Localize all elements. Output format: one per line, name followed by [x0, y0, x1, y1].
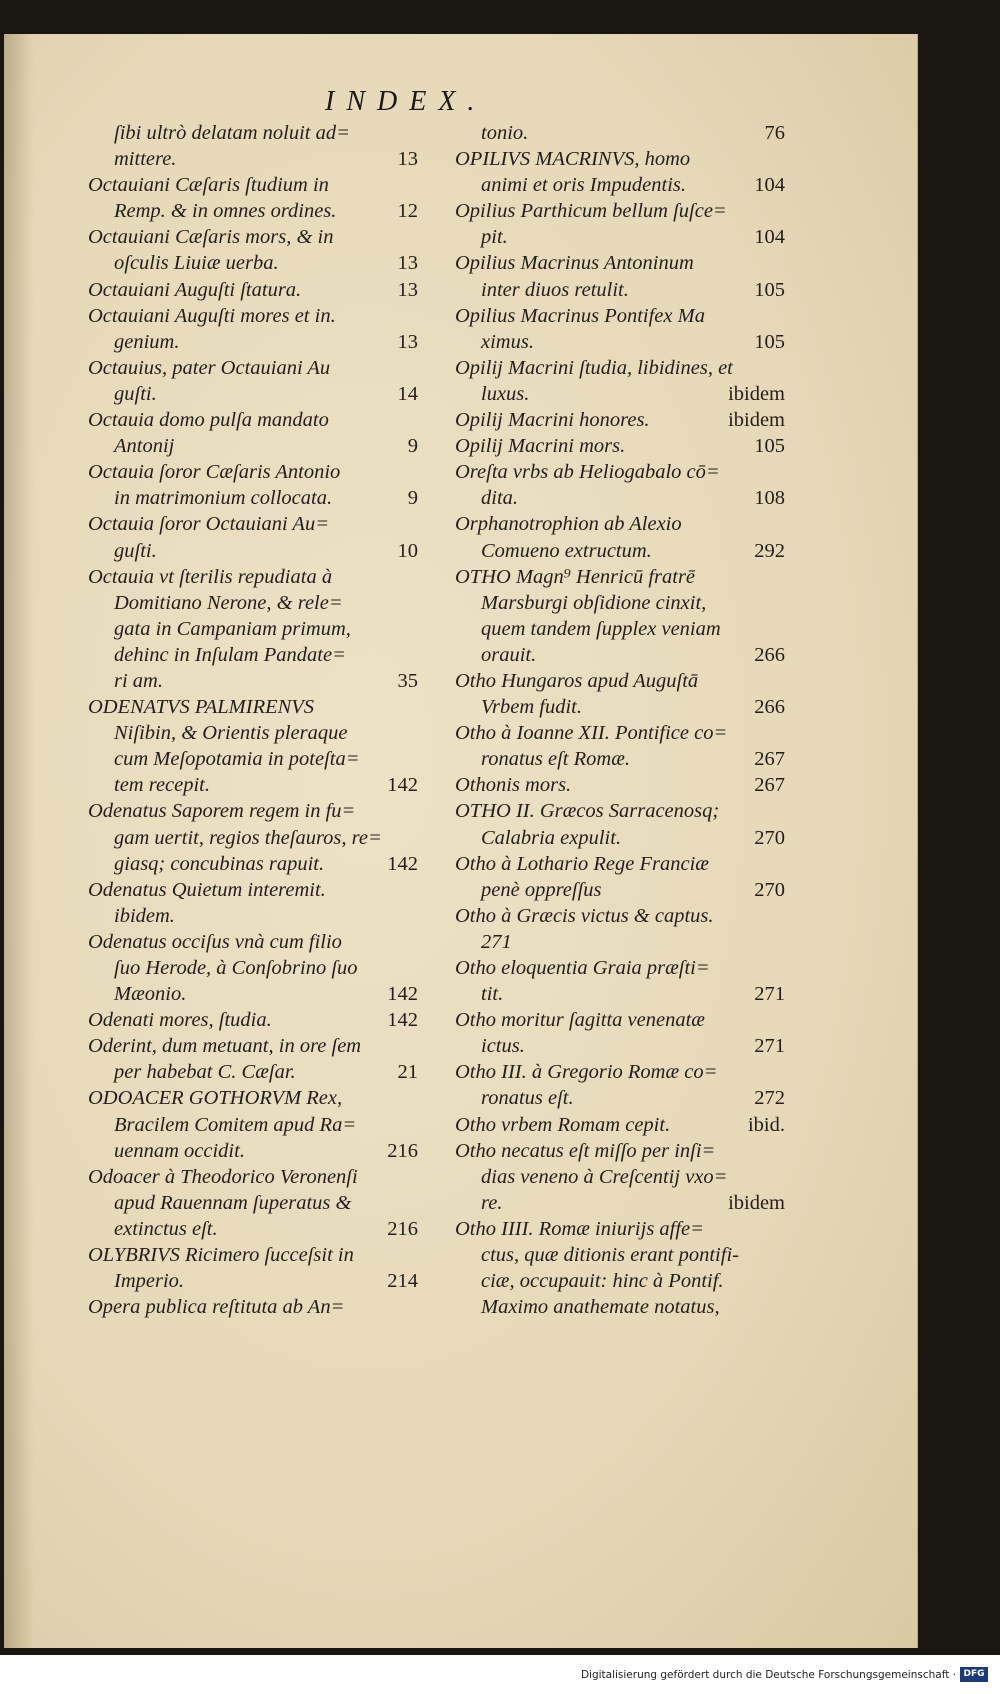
page-reference: 9 — [407, 487, 418, 510]
index-entry-text: Niſibin, & Orientis pleraque — [114, 722, 348, 745]
index-entry-text: Octauiani Auguſti mores et in. — [88, 304, 336, 327]
index-entry-line — [455, 955, 785, 981]
page-reference: 266 — [754, 643, 785, 666]
index-entry-line — [88, 1007, 418, 1033]
page-reference: 214 — [387, 1270, 418, 1293]
index-entry-text: Otho vrbem Romam cepit. — [455, 1113, 671, 1136]
index-entry-text: gata in Campaniam primum, — [114, 617, 351, 640]
index-entry-line — [88, 772, 418, 798]
index-entry-line — [455, 720, 785, 746]
index-entry-line — [455, 459, 785, 485]
index-entry-text: Marsburgi obſidione cinxit, — [481, 591, 707, 614]
index-entry-text: Octauius, pater Octauiani Au — [88, 356, 331, 379]
index-entry-text: Octauia ſoror Octauiani Au= — [88, 513, 330, 536]
index-entry-line — [455, 642, 785, 668]
page-reference: 142 — [387, 852, 418, 875]
index-entry-text: Othonis mors. — [455, 774, 572, 797]
index-entry-line — [455, 538, 785, 564]
index-entry-line — [455, 1268, 785, 1294]
page-reference: 104 — [754, 174, 785, 197]
index-entry-text: Antonij — [114, 435, 175, 458]
index-entry-text: Otho eloquentia Graia præſti= — [455, 957, 710, 979]
page-gutter-shadow — [4, 34, 34, 1648]
index-entry-line — [88, 825, 418, 851]
index-entry-text: luxus. — [481, 382, 530, 405]
index-entry-text: re. — [481, 1191, 503, 1214]
index-entry-text: Opilij Macrini ſtudia, libidines, et — [455, 356, 733, 379]
index-entry-line — [88, 1242, 418, 1268]
index-entry-text: Otho III. à Gregorio Romæ co= — [455, 1061, 718, 1084]
index-entry-text: giasq; concubinas rapuit. — [114, 852, 325, 875]
index-entry-text: Otho à Ioanne XII. Pontifice co= — [455, 722, 728, 745]
index-entry-line — [455, 277, 785, 303]
page-reference: 76 — [764, 122, 785, 144]
index-entry-text: ODOACER GOTHORVM Rex, — [88, 1087, 343, 1110]
index-entry-line — [88, 1112, 418, 1138]
index-entry-line — [455, 903, 785, 929]
index-entry-line — [88, 433, 418, 459]
index-entry-line — [455, 851, 785, 877]
page-reference: ibidem — [728, 409, 785, 432]
index-entry-line — [455, 1216, 785, 1242]
index-entry-text: tem recepit. — [114, 774, 211, 797]
page-reference: 142 — [387, 1009, 418, 1032]
index-entry-text: OTHO II. Græcos Sarracenosq; — [455, 800, 720, 823]
page-reference: 14 — [397, 382, 418, 405]
index-entry-text: Otho Hungaros apud Auguſtā — [455, 669, 699, 692]
index-entry-line — [88, 1190, 418, 1216]
index-entry-line — [455, 981, 785, 1007]
index-entry-line — [88, 485, 418, 511]
index-entry-line — [88, 120, 418, 146]
page-reference: 10 — [397, 539, 418, 562]
index-entry-text: Odenatus occiſus vnà cum filio — [88, 930, 342, 953]
index-entry-text: Comueno extructum. — [481, 539, 652, 562]
index-entry-line — [455, 668, 785, 694]
index-entry-line — [455, 1164, 785, 1190]
page-reference: 21 — [397, 1061, 418, 1084]
index-entry-line — [88, 877, 418, 903]
page-reference: 142 — [387, 774, 418, 797]
index-entry-text: ſuo Herode, à Conſobrino ſuo — [114, 957, 358, 979]
index-entry-text: OPILIVS MACRINVS, homo — [455, 148, 691, 171]
index-entry-line — [88, 250, 418, 276]
index-entry-line — [88, 224, 418, 250]
index-entry-line — [455, 198, 785, 224]
index-entry-line — [88, 642, 418, 668]
index-entry-text: in matrimonium collocata. — [114, 487, 333, 510]
page-reference: 270 — [754, 826, 785, 849]
index-entry-text: inter diuos retulit. — [481, 278, 629, 301]
index-entry-line — [88, 538, 418, 564]
index-entry-line — [88, 981, 418, 1007]
index-entry-line — [88, 407, 418, 433]
index-entry-text: ibidem. — [114, 904, 175, 927]
page-reference: 13 — [397, 330, 418, 353]
page-reference: 267 — [754, 774, 785, 797]
index-entry-line — [88, 355, 418, 381]
index-entry-text: Opilius Parthicum bellum ſuſce= — [455, 200, 727, 223]
index-entry-line — [455, 616, 785, 642]
index-entry-line — [88, 798, 418, 824]
index-entry-text: OLYBRIVS Ricimero ſucceſsit in — [88, 1244, 354, 1267]
index-entry-line — [88, 1085, 418, 1111]
index-entry-line — [88, 903, 418, 929]
index-entry-line — [455, 1190, 785, 1216]
index-entry-line — [455, 303, 785, 329]
index-entry-text: Octauia domo pulſa mandato — [88, 409, 329, 432]
index-entry-line — [88, 277, 418, 303]
index-entry-text: Oderint, dum metuant, in ore ſem — [88, 1035, 362, 1058]
page-reference: ibidem — [728, 382, 785, 405]
index-entry-line — [88, 511, 418, 537]
index-entry-line — [455, 355, 785, 381]
index-entry-text: Remp. & in omnes ordines. — [114, 200, 337, 223]
index-entry-text: Odoacer à Theodorico Veronenſi — [88, 1165, 358, 1188]
page-reference: 142 — [387, 983, 418, 1006]
page-reference: 12 — [397, 200, 418, 223]
page-reference: ibidem — [728, 1191, 785, 1214]
index-entry-line — [455, 694, 785, 720]
index-entry-text: Otho moritur ſagitta venenatæ — [455, 1009, 705, 1032]
index-entry-line — [455, 746, 785, 772]
page-reference: 270 — [754, 878, 785, 901]
index-entry-text: Odenatus Quietum interemit. — [88, 878, 326, 901]
index-entry-text: animi et oris Impudentis. — [481, 174, 686, 197]
index-entry-text: tonio. — [481, 122, 529, 144]
index-entry-line — [88, 303, 418, 329]
index-entry-line — [88, 329, 418, 355]
index-entry-text: pit. — [481, 226, 508, 249]
index-entry-text: ſibi ultrò delatam noluit ad= — [114, 122, 350, 144]
index-entry-line — [88, 146, 418, 172]
index-entry-line — [455, 877, 785, 903]
index-entry-line — [88, 1164, 418, 1190]
index-entry-line — [455, 120, 785, 146]
index-entry-line — [455, 1033, 785, 1059]
index-entry-line — [455, 172, 785, 198]
index-entry-line — [455, 1294, 785, 1320]
page-reference: 105 — [754, 435, 785, 458]
index-entry-line — [455, 564, 785, 590]
index-entry-text: OTHO Magn⁹ Henricū fratrē — [455, 565, 696, 588]
index-column-left — [88, 120, 418, 1320]
page-reference: 216 — [387, 1217, 418, 1240]
index-entry-text: uennam occidit. — [114, 1139, 245, 1162]
footer-credit: Digitalisierung gefördert durch die Deutsche Forschungsgemeinschaft · — [580, 1669, 956, 1681]
index-entry-text: oſculis Liuiæ uerba. — [114, 252, 279, 275]
index-entry-text: genium. — [114, 330, 180, 353]
index-entry-text: orauit. — [481, 643, 537, 666]
index-entry-text: Opilij Macrini honores. — [455, 409, 650, 432]
index-entry-text: ODENATVS PALMIRENVS — [88, 696, 315, 719]
index-entry-text: ctus, quæ ditionis erant pontifi- — [481, 1244, 739, 1267]
index-entry-line — [88, 955, 418, 981]
index-entry-text: Octauia ſoror Cæſaris Antonio — [88, 461, 341, 484]
index-entry-line — [88, 616, 418, 642]
running-head: INDEX. — [325, 86, 487, 117]
index-entry-line — [455, 485, 785, 511]
index-entry-text: Octauiani Cæſaris ſtudium in — [88, 174, 329, 197]
index-entry-line — [455, 1007, 785, 1033]
index-entry-text: penè oppreſſus — [481, 878, 602, 901]
index-entry-line — [455, 224, 785, 250]
index-entry-line — [88, 1268, 418, 1294]
index-entry-line — [88, 172, 418, 198]
index-entry-text: Otho à Lothario Rege Franciæ — [455, 852, 709, 875]
index-entry-text: Vrbem fudit. — [481, 696, 582, 719]
index-entry-text: cum Meſopotamia in poteſta= — [114, 748, 360, 771]
index-entry-text: Opilius Macrinus Antoninum — [455, 252, 694, 275]
index-entry-line — [88, 1216, 418, 1242]
index-entry-line — [88, 851, 418, 877]
index-entry-line — [455, 407, 785, 433]
index-entry-line — [455, 825, 785, 851]
index-entry-text: quem tandem ſupplex veniam — [481, 617, 721, 640]
dfg-logo: DFG — [960, 1667, 988, 1682]
index-entry-line — [88, 198, 418, 224]
index-entry-text: Oreſta vrbs ab Heliogabalo cō= — [455, 461, 720, 484]
index-entry-text: Domitiano Nerone, & rele= — [114, 591, 343, 614]
page-reference: 9 — [407, 435, 418, 458]
page-reference: 105 — [754, 278, 785, 301]
index-entry-text: ictus. — [481, 1035, 525, 1058]
index-entry-text: tit. — [481, 983, 504, 1006]
index-entry-text: Opera publica reſtituta ab An= — [88, 1296, 345, 1319]
index-entry-line — [88, 1033, 418, 1059]
index-entry-line — [88, 590, 418, 616]
index-entry-text: dehinc in Inſulam Pandate= — [114, 643, 346, 666]
page-reference: 271 — [754, 1035, 785, 1058]
index-entry-line — [455, 433, 785, 459]
index-entry-line — [455, 929, 785, 955]
page-reference: 104 — [754, 226, 785, 249]
index-entry-text: Octauiani Cæſaris mors, & in — [88, 226, 334, 249]
index-entry-line — [455, 1138, 785, 1164]
index-entry-line — [455, 250, 785, 276]
index-entry-text: extinctus eſt. — [114, 1217, 218, 1240]
index-entry-line — [455, 511, 785, 537]
page-reference: 266 — [754, 696, 785, 719]
index-entry-line — [455, 1085, 785, 1111]
index-entry-line — [88, 564, 418, 590]
index-entry-line — [88, 694, 418, 720]
index-entry-line — [88, 1138, 418, 1164]
index-entry-line — [455, 590, 785, 616]
index-entry-text: guſti. — [114, 382, 157, 405]
index-entry-line — [88, 720, 418, 746]
index-entry-line — [88, 929, 418, 955]
index-entry-line — [88, 1294, 418, 1320]
page-reference: 272 — [754, 1087, 785, 1110]
index-entry-line — [455, 146, 785, 172]
index-entry-line — [455, 1112, 785, 1138]
index-entry-line — [455, 1059, 785, 1085]
index-entry-line — [88, 1059, 418, 1085]
index-entry-text: Otho IIII. Romæ iniurijs affe= — [455, 1217, 704, 1240]
index-entry-line — [88, 746, 418, 772]
index-entry-line — [88, 668, 418, 694]
page-reference: 292 — [754, 539, 785, 562]
index-entry-text: Octauia vt ſterilis repudiata à — [88, 565, 333, 588]
index-entry-text: Orphanotrophion ab Alexio — [455, 513, 682, 536]
index-entry-text: ronatus eſt Romæ. — [481, 748, 631, 771]
index-entry-text: Otho necatus eſt miſſo per inſi= — [455, 1139, 716, 1162]
index-entry-line — [455, 329, 785, 355]
index-entry-line — [88, 459, 418, 485]
index-entry-text: Opilius Macrinus Pontifex Ma — [455, 304, 705, 327]
index-column-right — [455, 120, 785, 1320]
index-entry-line — [455, 1242, 785, 1268]
page-reference: 108 — [754, 487, 785, 510]
page-reference: ibid. — [747, 1113, 785, 1136]
index-entry-text: ximus. — [481, 330, 534, 353]
index-entry-line — [455, 772, 785, 798]
index-entry-text: Otho à Græcis victus & captus. — [455, 904, 714, 927]
index-entry-line — [455, 798, 785, 824]
index-entry-text: gam uertit, regios theſauros, re= — [114, 826, 382, 849]
index-entry-text: Imperio. — [114, 1270, 185, 1293]
index-entry-text: dias veneno à Creſcentij vxo= — [481, 1165, 728, 1188]
index-entry-line — [88, 381, 418, 407]
index-entry-text: Octauiani Auguſti ſtatura. — [88, 278, 302, 301]
index-entry-text: Odenati mores, ſtudia. — [88, 1009, 272, 1032]
index-entry-text: Mæonio. — [114, 983, 187, 1006]
page-reference: 13 — [397, 252, 418, 275]
page-reference: 216 — [387, 1139, 418, 1162]
page-reference: 35 — [397, 669, 418, 692]
index-entry-text: dita. — [481, 487, 519, 510]
index-entry-text: Calabria expulit. — [481, 826, 622, 849]
index-entry-text: ronatus eſt. — [481, 1087, 574, 1110]
index-entry-text: Maximo anathemate notatus, — [481, 1296, 720, 1319]
index-entry-text: Odenatus Saporem regem in fu= — [88, 800, 356, 823]
page-reference: 13 — [397, 148, 418, 171]
index-entry-text: ri am. — [114, 669, 163, 692]
index-entry-text: ciæ, occupauit: hinc à Pontif. — [481, 1270, 724, 1293]
index-entry-text: Opilij Macrini mors. — [455, 435, 626, 458]
page-reference: 105 — [754, 330, 785, 353]
index-entry-text: apud Rauennam ſuperatus & — [114, 1191, 352, 1214]
page-reference: 271 — [754, 983, 785, 1006]
index-entry-text: 271 — [481, 930, 512, 953]
index-entry-line — [455, 381, 785, 407]
index-entry-text: per habebat C. Cæſar. — [114, 1061, 296, 1084]
index-entry-text: guſti. — [114, 539, 157, 562]
page-reference: 267 — [754, 748, 785, 771]
footer-bar — [0, 1655, 1000, 1694]
page-reference: 13 — [397, 278, 418, 301]
index-entry-text: mittere. — [114, 148, 177, 171]
index-entry-text: Bracilem Comitem apud Ra= — [114, 1113, 357, 1136]
